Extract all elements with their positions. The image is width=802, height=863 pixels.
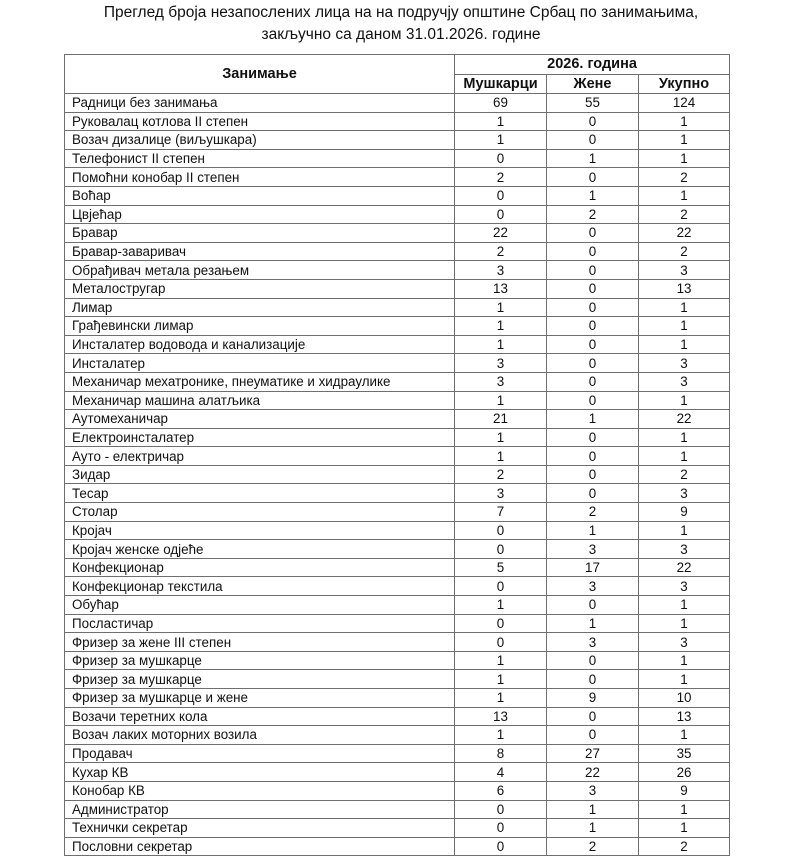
occupation-header: Занимање bbox=[65, 55, 455, 94]
women-count-cell: 1 bbox=[547, 186, 639, 205]
table-row bbox=[65, 94, 730, 113]
occupation-cell: Обућар bbox=[65, 596, 455, 615]
women-count-cell: 0 bbox=[547, 484, 639, 503]
men-count-cell: 1 bbox=[455, 596, 547, 615]
men-count-cell: 21 bbox=[455, 410, 547, 429]
men-count-cell: 0 bbox=[455, 521, 547, 540]
women-count-cell: 17 bbox=[547, 558, 639, 577]
table-row bbox=[65, 112, 730, 131]
women-count-cell: 22 bbox=[547, 763, 639, 782]
total-count-cell: 1 bbox=[639, 428, 730, 447]
table-row bbox=[65, 317, 730, 336]
women-count-cell: 0 bbox=[547, 447, 639, 466]
table-row bbox=[65, 558, 730, 577]
men-count-cell: 13 bbox=[455, 707, 547, 726]
table-row bbox=[65, 298, 730, 317]
occupation-cell: Конфекционар текстила bbox=[65, 577, 455, 596]
table-row bbox=[65, 354, 730, 373]
occupation-cell: Продавач bbox=[65, 744, 455, 763]
total-count-cell: 22 bbox=[639, 410, 730, 429]
occupation-cell: Руковалац котлова II степен bbox=[65, 112, 455, 131]
men-count-cell: 8 bbox=[455, 744, 547, 763]
total-header: Укупно bbox=[639, 75, 730, 94]
total-count-cell: 3 bbox=[639, 540, 730, 559]
total-count-cell: 3 bbox=[639, 372, 730, 391]
total-count-cell: 26 bbox=[639, 763, 730, 782]
men-count-cell: 1 bbox=[455, 131, 547, 150]
total-count-cell: 35 bbox=[639, 744, 730, 763]
total-count-cell: 1 bbox=[639, 596, 730, 615]
women-count-cell: 0 bbox=[547, 298, 639, 317]
women-count-cell: 0 bbox=[547, 317, 639, 336]
total-count-cell: 1 bbox=[639, 335, 730, 354]
table-row bbox=[65, 633, 730, 652]
men-count-cell: 0 bbox=[455, 614, 547, 633]
occupation-cell: Бравар-заваривач bbox=[65, 242, 455, 261]
men-count-cell: 1 bbox=[455, 391, 547, 410]
table-row bbox=[65, 447, 730, 466]
women-count-cell: 0 bbox=[547, 354, 639, 373]
occupation-cell: Ауто - електричар bbox=[65, 447, 455, 466]
occupation-cell: Конобар КВ bbox=[65, 781, 455, 800]
women-count-cell: 1 bbox=[547, 819, 639, 838]
total-count-cell: 1 bbox=[639, 186, 730, 205]
men-count-cell: 0 bbox=[455, 149, 547, 168]
men-count-cell: 1 bbox=[455, 689, 547, 708]
men-count-cell: 3 bbox=[455, 261, 547, 280]
table-row bbox=[65, 186, 730, 205]
occupation-cell: Столар bbox=[65, 503, 455, 522]
total-count-cell: 1 bbox=[639, 298, 730, 317]
occupation-cell: Технички секретар bbox=[65, 819, 455, 838]
table-header bbox=[65, 55, 730, 94]
year-header: 2026. година bbox=[455, 55, 730, 75]
occupation-cell: Воћар bbox=[65, 186, 455, 205]
total-count-cell: 9 bbox=[639, 503, 730, 522]
table-row bbox=[65, 596, 730, 615]
occupation-cell: Фризер за мушкарце bbox=[65, 651, 455, 670]
total-count-cell: 1 bbox=[639, 391, 730, 410]
women-count-cell: 0 bbox=[547, 372, 639, 391]
occupation-cell: Радници без занимања bbox=[65, 94, 455, 113]
men-count-cell: 1 bbox=[455, 112, 547, 131]
women-count-cell: 0 bbox=[547, 168, 639, 187]
table-row bbox=[65, 726, 730, 745]
men-count-cell: 0 bbox=[455, 819, 547, 838]
men-count-cell: 0 bbox=[455, 540, 547, 559]
occupation-cell: Телефонист II степен bbox=[65, 149, 455, 168]
men-count-cell: 0 bbox=[455, 186, 547, 205]
table-row bbox=[65, 131, 730, 150]
men-count-cell: 3 bbox=[455, 484, 547, 503]
men-count-cell: 6 bbox=[455, 781, 547, 800]
occupation-cell: Посластичар bbox=[65, 614, 455, 633]
total-count-cell: 1 bbox=[639, 131, 730, 150]
men-count-cell: 1 bbox=[455, 670, 547, 689]
occupation-cell: Тесар bbox=[65, 484, 455, 503]
women-count-cell: 1 bbox=[547, 149, 639, 168]
table-row bbox=[65, 391, 730, 410]
table-row bbox=[65, 689, 730, 708]
table-body bbox=[65, 94, 730, 856]
women-count-cell: 27 bbox=[547, 744, 639, 763]
table-row bbox=[65, 763, 730, 782]
title-line-1: Преглед броја незапослених лица на на подручју општине Србац по занимањима, bbox=[103, 4, 699, 21]
total-count-cell: 10 bbox=[639, 689, 730, 708]
occupation-cell: Механичар машина алатљика bbox=[65, 391, 455, 410]
women-count-cell: 0 bbox=[547, 465, 639, 484]
men-count-cell: 1 bbox=[455, 428, 547, 447]
total-count-cell: 2 bbox=[639, 837, 730, 856]
occupation-cell: Инсталатер водовода и канализације bbox=[65, 335, 455, 354]
occupation-cell: Механичар мехатронике, пнеуматике и хидраулике bbox=[65, 372, 455, 391]
men-count-cell: 0 bbox=[455, 577, 547, 596]
women-count-cell: 1 bbox=[547, 614, 639, 633]
total-count-cell: 1 bbox=[639, 651, 730, 670]
men-count-cell: 4 bbox=[455, 763, 547, 782]
men-count-cell: 2 bbox=[455, 168, 547, 187]
occupation-cell: Помоћни конобар II степен bbox=[65, 168, 455, 187]
table-row bbox=[65, 279, 730, 298]
total-count-cell: 22 bbox=[639, 558, 730, 577]
table-row bbox=[65, 261, 730, 280]
total-count-cell: 1 bbox=[639, 800, 730, 819]
table-row bbox=[65, 465, 730, 484]
total-count-cell: 1 bbox=[639, 670, 730, 689]
table-row bbox=[65, 521, 730, 540]
occupation-cell: Возачи теретних кола bbox=[65, 707, 455, 726]
total-count-cell: 1 bbox=[639, 614, 730, 633]
women-count-cell: 9 bbox=[547, 689, 639, 708]
women-count-cell: 0 bbox=[547, 279, 639, 298]
total-count-cell: 2 bbox=[639, 168, 730, 187]
occupation-cell: Возач дизалице (виљушкара) bbox=[65, 131, 455, 150]
total-count-cell: 1 bbox=[639, 149, 730, 168]
total-count-cell: 13 bbox=[639, 707, 730, 726]
occupation-cell: Зидар bbox=[65, 465, 455, 484]
women-count-cell: 1 bbox=[547, 521, 639, 540]
men-count-cell: 1 bbox=[455, 317, 547, 336]
table-row bbox=[65, 651, 730, 670]
men-count-cell: 0 bbox=[455, 633, 547, 652]
women-count-cell: 3 bbox=[547, 781, 639, 800]
table-row bbox=[65, 503, 730, 522]
women-header: Жене bbox=[547, 75, 639, 94]
occupation-cell: Фризер за жене III степен bbox=[65, 633, 455, 652]
table-row bbox=[65, 428, 730, 447]
women-count-cell: 0 bbox=[547, 391, 639, 410]
table-row bbox=[65, 205, 730, 224]
men-count-cell: 5 bbox=[455, 558, 547, 577]
women-count-cell: 1 bbox=[547, 410, 639, 429]
total-count-cell: 3 bbox=[639, 354, 730, 373]
total-count-cell: 1 bbox=[639, 447, 730, 466]
occupation-cell: Администратор bbox=[65, 800, 455, 819]
women-count-cell: 0 bbox=[547, 131, 639, 150]
document-title bbox=[0, 2, 802, 46]
occupation-cell: Цвјећар bbox=[65, 205, 455, 224]
women-count-cell: 2 bbox=[547, 837, 639, 856]
unemployment-table bbox=[64, 54, 730, 856]
table-row bbox=[65, 837, 730, 856]
men-count-cell: 3 bbox=[455, 354, 547, 373]
occupation-cell: Аутомеханичар bbox=[65, 410, 455, 429]
women-count-cell: 0 bbox=[547, 242, 639, 261]
table-row bbox=[65, 242, 730, 261]
men-count-cell: 0 bbox=[455, 800, 547, 819]
table-row bbox=[65, 484, 730, 503]
occupation-cell: Инсталатер bbox=[65, 354, 455, 373]
occupation-cell: Фризер за мушкарце bbox=[65, 670, 455, 689]
table-row bbox=[65, 335, 730, 354]
men-count-cell: 1 bbox=[455, 298, 547, 317]
women-count-cell: 1 bbox=[547, 800, 639, 819]
men-count-cell: 7 bbox=[455, 503, 547, 522]
occupation-cell: Кројач bbox=[65, 521, 455, 540]
men-count-cell: 1 bbox=[455, 651, 547, 670]
total-count-cell: 2 bbox=[639, 205, 730, 224]
total-count-cell: 1 bbox=[639, 521, 730, 540]
table-row bbox=[65, 614, 730, 633]
table-row bbox=[65, 224, 730, 243]
women-count-cell: 3 bbox=[547, 577, 639, 596]
women-count-cell: 2 bbox=[547, 503, 639, 522]
total-count-cell: 1 bbox=[639, 726, 730, 745]
table-row bbox=[65, 540, 730, 559]
total-count-cell: 22 bbox=[639, 224, 730, 243]
women-count-cell: 2 bbox=[547, 205, 639, 224]
men-header: Мушкарци bbox=[455, 75, 547, 94]
men-count-cell: 0 bbox=[455, 837, 547, 856]
occupation-cell: Фризер за мушкарце и жене bbox=[65, 689, 455, 708]
occupation-cell: Возач лаких моторних возила bbox=[65, 726, 455, 745]
women-count-cell: 0 bbox=[547, 335, 639, 354]
total-count-cell: 3 bbox=[639, 261, 730, 280]
total-count-cell: 1 bbox=[639, 112, 730, 131]
total-count-cell: 9 bbox=[639, 781, 730, 800]
women-count-cell: 0 bbox=[547, 651, 639, 670]
table-row bbox=[65, 670, 730, 689]
men-count-cell: 22 bbox=[455, 224, 547, 243]
total-count-cell: 124 bbox=[639, 94, 730, 113]
women-count-cell: 0 bbox=[547, 261, 639, 280]
men-count-cell: 0 bbox=[455, 205, 547, 224]
occupation-cell: Лимар bbox=[65, 298, 455, 317]
women-count-cell: 3 bbox=[547, 633, 639, 652]
occupation-cell: Електроинсталатер bbox=[65, 428, 455, 447]
occupation-cell: Бравар bbox=[65, 224, 455, 243]
women-count-cell: 0 bbox=[547, 224, 639, 243]
total-count-cell: 3 bbox=[639, 577, 730, 596]
men-count-cell: 69 bbox=[455, 94, 547, 113]
occupation-cell: Конфекционар bbox=[65, 558, 455, 577]
women-count-cell: 0 bbox=[547, 707, 639, 726]
total-count-cell: 13 bbox=[639, 279, 730, 298]
men-count-cell: 13 bbox=[455, 279, 547, 298]
occupation-cell: Кројач женске одјеће bbox=[65, 540, 455, 559]
women-count-cell: 0 bbox=[547, 726, 639, 745]
men-count-cell: 1 bbox=[455, 335, 547, 354]
total-count-cell: 1 bbox=[639, 317, 730, 336]
women-count-cell: 0 bbox=[547, 428, 639, 447]
total-count-cell: 2 bbox=[639, 465, 730, 484]
table-row bbox=[65, 707, 730, 726]
women-count-cell: 0 bbox=[547, 596, 639, 615]
table-row bbox=[65, 744, 730, 763]
men-count-cell: 2 bbox=[455, 465, 547, 484]
men-count-cell: 3 bbox=[455, 372, 547, 391]
total-count-cell: 1 bbox=[639, 819, 730, 838]
occupation-cell: Кухар КВ bbox=[65, 763, 455, 782]
women-count-cell: 0 bbox=[547, 112, 639, 131]
occupation-cell: Грађевински лимар bbox=[65, 317, 455, 336]
occupation-cell: Металостругар bbox=[65, 279, 455, 298]
table-row bbox=[65, 577, 730, 596]
men-count-cell: 2 bbox=[455, 242, 547, 261]
table-row bbox=[65, 819, 730, 838]
men-count-cell: 1 bbox=[455, 447, 547, 466]
occupation-cell: Пословни секретар bbox=[65, 837, 455, 856]
total-count-cell: 2 bbox=[639, 242, 730, 261]
table-row bbox=[65, 781, 730, 800]
table-row bbox=[65, 149, 730, 168]
occupation-cell: Обрађивач метала резањем bbox=[65, 261, 455, 280]
women-count-cell: 55 bbox=[547, 94, 639, 113]
table-row bbox=[65, 410, 730, 429]
women-count-cell: 3 bbox=[547, 540, 639, 559]
title-line-2: закључно са даном 31.01.2026. године bbox=[261, 26, 541, 43]
table-row bbox=[65, 800, 730, 819]
total-count-cell: 3 bbox=[639, 633, 730, 652]
women-count-cell: 0 bbox=[547, 670, 639, 689]
table-row bbox=[65, 168, 730, 187]
table-row bbox=[65, 372, 730, 391]
men-count-cell: 1 bbox=[455, 726, 547, 745]
total-count-cell: 3 bbox=[639, 484, 730, 503]
